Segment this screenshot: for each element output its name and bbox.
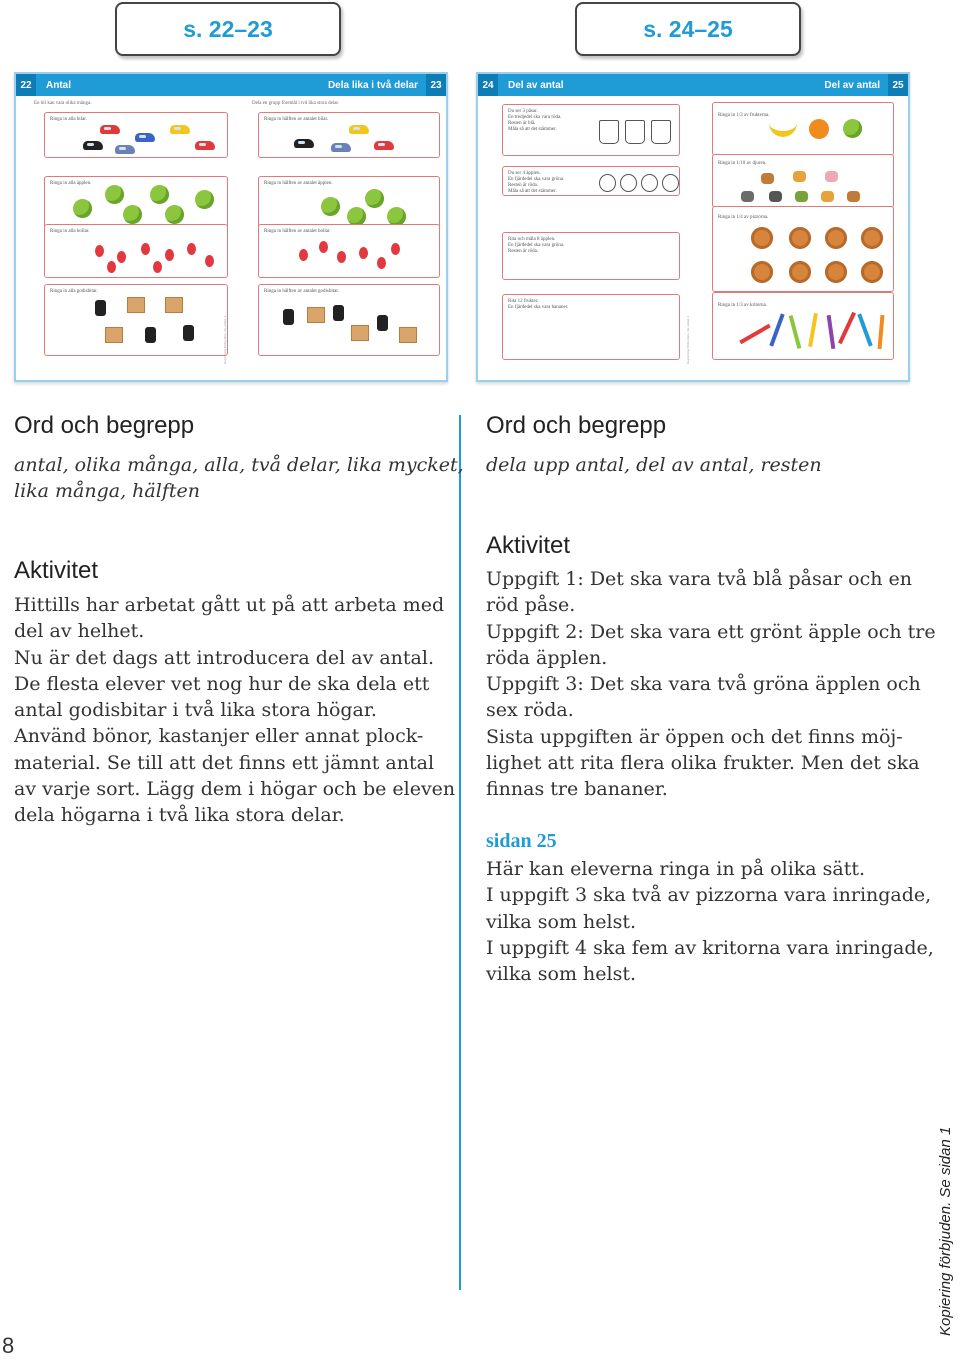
- pizza-icon: [751, 261, 773, 283]
- candy-icon: [105, 327, 123, 343]
- word-list: antal, olika många, alla, två delar, lika mycket, lika många, hälften: [14, 454, 464, 503]
- bag-icon: [599, 120, 619, 144]
- ball-icon: [337, 251, 346, 263]
- pizza-icon: [751, 227, 773, 249]
- candy-icon: [165, 297, 183, 313]
- page-number: 8: [2, 1333, 15, 1358]
- exercise-label: Du ser 4 äpplen. En fjärdedel ska vara gröna. Resten är röda. Måla så att det stämmer.: [508, 171, 565, 194]
- page-number-25: 25: [888, 74, 908, 96]
- exercise-label: Rita och måla 8 äpplen. En fjärdedel ska vara gröna. Resten är röda.: [508, 237, 565, 254]
- apple-icon: [123, 205, 142, 224]
- candy-icon: [351, 325, 369, 341]
- apple-icon: [165, 205, 184, 224]
- exercise-label: Ringa in alla äpplen.: [50, 181, 92, 186]
- ball-icon: [205, 255, 214, 267]
- page-number-22: 22: [16, 74, 36, 96]
- crayon-icon: [878, 315, 885, 349]
- exercise-box: [502, 294, 680, 360]
- ball-icon: [165, 249, 174, 261]
- spread-thumbnail-24-25: [476, 72, 910, 382]
- exercise-box: [44, 112, 228, 158]
- apple-outline-icon: [662, 174, 679, 192]
- exercise-label: Ringa in 1/10 av djuren.: [718, 161, 767, 166]
- ball-icon: [107, 261, 116, 273]
- pizza-icon: [789, 261, 811, 283]
- exercise-label: Ringa in hälften av antalet bilar.: [264, 117, 329, 122]
- ball-icon: [391, 243, 400, 255]
- exercise-label: Ringa in alla godisbitar.: [50, 289, 98, 294]
- pizza-icon: [861, 261, 883, 283]
- exercise-box: [502, 232, 680, 280]
- exercise-box: [258, 224, 440, 278]
- animal-icon: [825, 171, 838, 182]
- crayon-icon: [789, 315, 802, 349]
- activity-text: Uppgift 1: Det ska vara två blå påsar och en röd påse. Uppgift 2: Det ska vara ett grönt äpple och tre röda äpplen. Uppgift 3: Det ska vara två gröna äpplen och sex röda. Sista uppgiften är öppen och det finns möj- lighet att rita flera olika frukter. Men det ska finnas tre bananer.: [486, 568, 936, 801]
- exercise-box: [712, 206, 894, 292]
- car-icon: [294, 139, 314, 148]
- copyright-notice: Kopiering förbjuden. Se sidan 1: [686, 315, 690, 364]
- apple-outline-icon: [620, 174, 637, 192]
- exercise-box: [44, 224, 228, 278]
- ball-icon: [117, 251, 126, 263]
- crayon-icon: [827, 315, 836, 349]
- candy-icon: [399, 327, 417, 343]
- page-number-24: 24: [478, 74, 498, 96]
- heading-ord-och-begrepp: Ord och begrepp: [486, 412, 667, 439]
- apple-icon: [73, 199, 92, 218]
- apple-icon: [105, 185, 124, 204]
- bag-icon: [651, 120, 671, 144]
- animal-icon: [795, 191, 808, 202]
- column-divider: [459, 415, 461, 1290]
- pizza-icon: [861, 227, 883, 249]
- activity-text: Hittills har arbetat gått ut på att arbeta med del av helhet. Nu är det dags att introducera del av antal. De flesta elever vet nog hur de ska dela ett antal godisbitar i två lika stora högar. Använd bönor, kastanjer eller annat plock- material. Se till att det finns ett jämnt antal av varje sort. Lägg dem i högar och be eleven dela högarna i två lika stora delar.: [14, 594, 456, 827]
- candy-icon: [307, 307, 325, 323]
- orange-icon: [809, 119, 829, 139]
- car-icon: [135, 133, 155, 142]
- page-number-23: 23: [426, 74, 446, 96]
- pizza-icon: [825, 261, 847, 283]
- ball-icon: [319, 241, 328, 253]
- car-icon: [331, 143, 351, 152]
- car-icon: [100, 125, 120, 134]
- apple-icon: [365, 189, 384, 208]
- apple-outline-icon: [599, 174, 616, 192]
- apple-icon: [843, 119, 862, 138]
- car-icon: [115, 145, 135, 154]
- candy-icon: [127, 297, 145, 313]
- heading-aktivitet: Aktivitet: [486, 532, 571, 559]
- crayon-icon: [769, 313, 784, 346]
- apple-icon: [150, 185, 169, 204]
- candy-icon: [333, 305, 344, 321]
- exercise-box: [502, 104, 680, 156]
- animal-icon: [761, 173, 774, 184]
- exercise-label: Ringa in alla bollar.: [50, 229, 90, 234]
- candy-icon: [95, 300, 106, 316]
- candy-icon: [145, 327, 156, 343]
- tab-s-24-25[interactable]: s. 24–25: [575, 2, 801, 56]
- animal-icon: [793, 171, 806, 182]
- banana-icon: [769, 121, 797, 137]
- ball-icon: [141, 243, 150, 255]
- car-icon: [374, 141, 394, 150]
- exercise-box: [258, 176, 440, 228]
- candy-icon: [377, 315, 388, 331]
- exercise-label: Ringa in alla bilar.: [50, 117, 87, 122]
- page-title-del-av-antal: Del av antal: [824, 79, 880, 91]
- heading-ord-och-begrepp: Ord och begrepp: [14, 412, 195, 439]
- ball-icon: [359, 247, 368, 259]
- car-icon: [349, 125, 369, 134]
- exercise-box: [44, 176, 228, 228]
- apple-outline-icon: [641, 174, 658, 192]
- exercise-box: [712, 292, 894, 360]
- animal-icon: [847, 191, 860, 202]
- ball-icon: [377, 257, 386, 269]
- car-icon: [195, 141, 215, 150]
- page-title-antal: Antal: [46, 79, 71, 91]
- exercise-label: Ringa in 1/3 av frukterna.: [718, 113, 770, 118]
- exercise-box: [258, 112, 440, 158]
- tab-s-22-23[interactable]: s. 22–23: [115, 2, 341, 56]
- exercise-label: Rita 12 frukter. En fjärdedel ska vara bananer.: [508, 299, 569, 310]
- page-title-del-av-antal: Del av antal: [508, 79, 564, 91]
- candy-icon: [283, 309, 294, 325]
- page-intro: En bil kan vara olika många.: [34, 101, 92, 106]
- exercise-box: [502, 166, 680, 196]
- heading-aktivitet: Aktivitet: [14, 557, 99, 584]
- page-intro: Dela en grupp föremål i två lika stora delar.: [252, 101, 340, 106]
- subheading-sidan-25: sidan 25: [486, 830, 557, 852]
- animal-icon: [741, 191, 754, 202]
- animal-icon: [821, 191, 834, 202]
- page-title-dela-lika: Dela lika i två delar: [327, 79, 418, 91]
- exercise-label: Ringa in hälften av antalet godisbitar.: [264, 289, 339, 294]
- crayon-icon: [857, 313, 872, 346]
- candy-icon: [183, 325, 194, 341]
- sidan-25-text: Här kan eleverna ringa in på olika sätt. I uppgift 3 ska två av pizzorna vara inringade, vilka som helst. I uppgift 4 ska fem av kritorna vara inringade, vilka som helst.: [486, 858, 934, 986]
- exercise-box: [258, 284, 440, 356]
- exercise-box: [44, 284, 228, 356]
- spread-title-bar: [478, 74, 908, 96]
- exercise-label: Ringa in hälften av antalet äpplen.: [264, 181, 333, 186]
- exercise-label: Ringa in 1/3 av kritorna.: [718, 303, 768, 308]
- bag-icon: [625, 120, 645, 144]
- pizza-icon: [789, 227, 811, 249]
- pizza-icon: [825, 227, 847, 249]
- ball-icon: [153, 261, 162, 273]
- exercise-box: [712, 154, 894, 208]
- apple-icon: [321, 197, 340, 216]
- car-icon: [170, 125, 190, 134]
- crayon-icon: [739, 324, 770, 344]
- animal-icon: [769, 191, 782, 202]
- car-icon: [83, 141, 103, 150]
- apple-icon: [195, 190, 214, 209]
- crayon-icon: [838, 312, 856, 345]
- crayon-icon: [808, 313, 818, 347]
- spread-title-bar: [16, 74, 446, 96]
- exercise-box: [712, 102, 894, 156]
- copy-notice: Kopiering förbjuden. Se sidan 1: [937, 1126, 954, 1336]
- copyright-notice: Kopiering förbjuden. Se sidan 1: [223, 315, 227, 364]
- ball-icon: [187, 243, 196, 255]
- exercise-label: Ringa in hälften av antalet bollar.: [264, 229, 331, 234]
- spread-thumbnail-22-23: [14, 72, 448, 382]
- ball-icon: [95, 245, 104, 257]
- ball-icon: [299, 249, 308, 261]
- word-list: dela upp antal, del av antal, resten: [486, 454, 822, 476]
- exercise-label: Du ser 3 påsar. En tredjedel ska vara röda. Resten är blå. Måla så att det stämmer.: [508, 109, 562, 132]
- exercise-label: Ringa in 1/4 av pizzorna.: [718, 215, 769, 220]
